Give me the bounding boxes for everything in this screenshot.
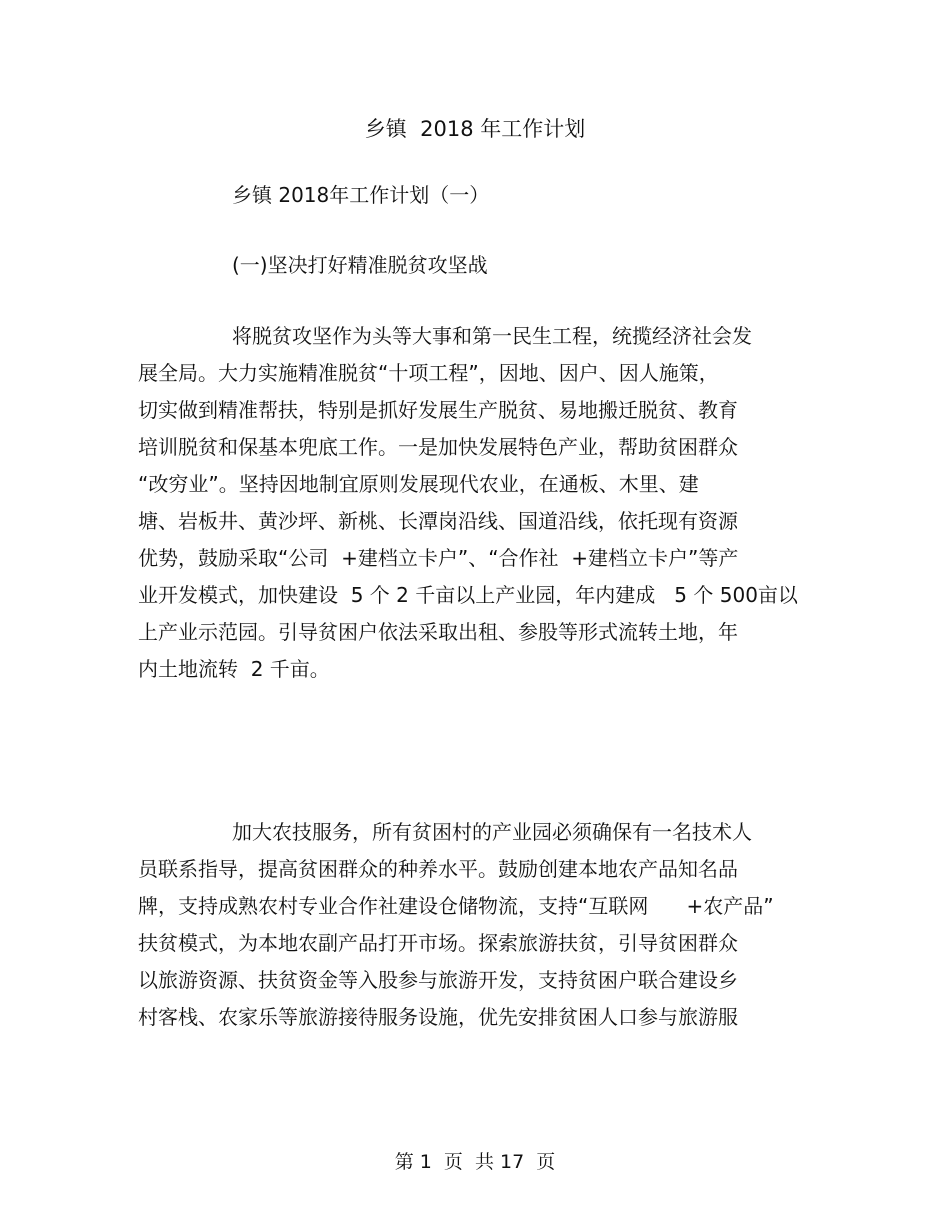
paragraph-line: 切实做到精准帮扶，特别是抓好发展生产脱贫、易地搬迁脱贫、教育 — [138, 398, 738, 422]
paragraph-line: 扶贫模式，为本地农副产品打开市场。探索旅游扶贫，引导贫困群众 — [138, 931, 738, 955]
paragraph-line: 内土地流转 2 千亩。 — [138, 657, 330, 681]
paragraph — [138, 814, 838, 1036]
section-heading: (一)坚决打好精准脱贫攻坚战 — [232, 253, 488, 277]
paragraph-line: 上产业示范园。引导贫困户依法采取出租、参股等形式流转土地，年 — [138, 620, 738, 644]
paragraph — [138, 318, 838, 688]
paragraph-line: 加大农技服务，所有贫困村的产业园必须确保有一名技术人 — [232, 820, 752, 844]
paragraph-line: 以旅游资源、扶贫资金等入股参与旅游开发，支持贫困户联合建设乡 — [138, 968, 738, 992]
paragraph-line: 村客栈、农家乐等旅游接待服务设施，优先安排贫困人口参与旅游服 — [138, 1005, 738, 1029]
paragraph-line: 培训脱贫和保基本兜底工作。一是加快发展特色产业，帮助贫困群众 — [138, 435, 738, 459]
paragraph-line: 将脱贫攻坚作为头等大事和第一民生工程，统揽经济社会发 — [232, 324, 752, 348]
paragraph-line: 优势，鼓励采取“公司 +建档立卡户”、“合作社 +建档立卡户”等产 — [138, 546, 739, 570]
paragraph-line: 牌，支持成熟农村专业合作社建设仓储物流，支持“互联网 +农产品” — [138, 894, 774, 918]
document-title: 乡镇 2018 年工作计划 — [364, 117, 586, 141]
paragraph-line: 展全局。大力实施精准脱贫“十项工程”，因地、因户、因人施策， — [138, 361, 719, 385]
page-footer: 第 1 页 共 17 页 — [394, 1151, 556, 1173]
paragraph-line: “改穷业”。坚持因地制宜原则发展现代农业，在通板、木里、建 — [138, 472, 699, 496]
paragraph-line: 业开发模式，加快建设 5 个 2 千亩以上产业园，年内建成 5 个 500亩以 — [138, 583, 798, 607]
paragraph-line: 塘、岩板井、黄沙坪、新桃、长潭岗沿线、国道沿线，依托现有资源 — [138, 509, 738, 533]
section-subtitle: 乡镇 2018年工作计划（一） — [232, 183, 490, 207]
paragraph-line: 员联系指导，提高贫困群众的种养水平。鼓励创建本地农产品知名品 — [138, 857, 738, 881]
